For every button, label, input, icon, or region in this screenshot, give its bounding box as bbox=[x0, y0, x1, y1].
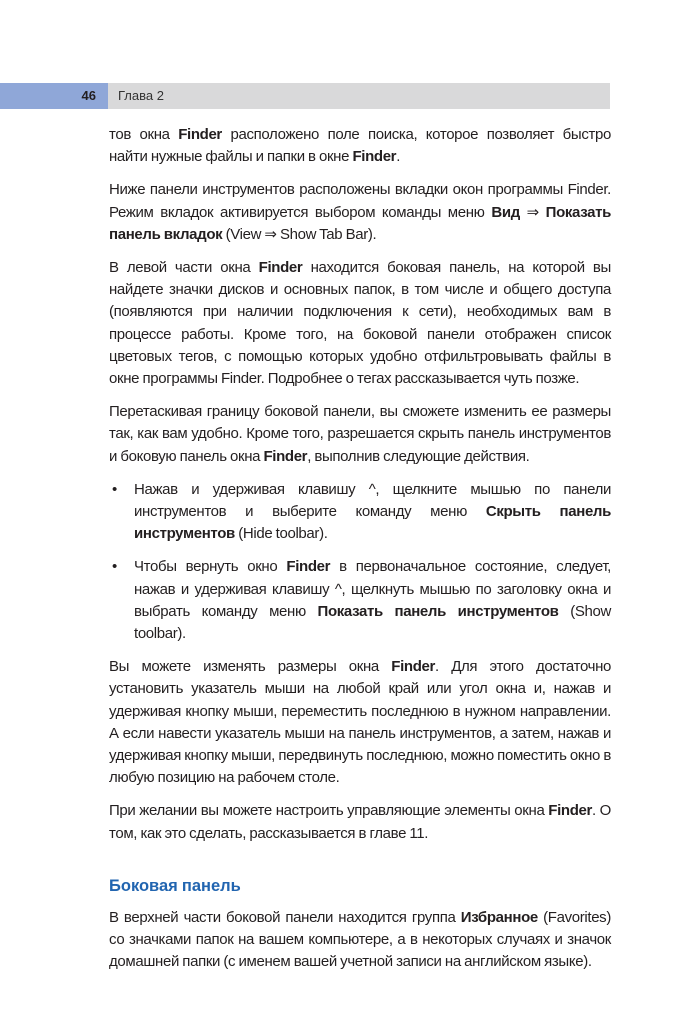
text-run: (View ⇒ Show Tab Bar). bbox=[222, 225, 377, 243]
paragraph bbox=[109, 907, 611, 974]
page-number: 46 bbox=[0, 83, 108, 109]
text-run: Вы можете изменять размеры окна bbox=[109, 658, 392, 676]
bold-term: Finder bbox=[352, 148, 397, 166]
bold-term: Finder bbox=[391, 658, 436, 676]
text-run: . Для этого достаточно установить указатель мыши на любой край или угол окна и, нажав и удерживая кнопку мыши, переместить последнюю в нужном направлении. А если навести указатель мыши на панель инструментов, а затем, нажав и удерживая кнопку мыши, передвинуть последнюю, можно поместить окно в любую позицию на рабочем столе. bbox=[109, 658, 611, 787]
text-run: Перетаскивая границу боковой панели, вы сможете изменить ее размеры так, как вам удобно. Кроме того, разрешается скрыть панель инструментов и боковую панель окна bbox=[109, 403, 611, 465]
text-run: расположено поле поиска, которое позволяет быстро найти нужные файлы и папки в окне bbox=[109, 126, 612, 166]
bold-term: Скрыть панель инструментов bbox=[134, 503, 611, 543]
bold-term: Избранное bbox=[460, 908, 538, 926]
text-run: В верхней части боковой панели находится группа bbox=[109, 908, 461, 926]
bold-term: Показать панель вкладок bbox=[109, 203, 611, 243]
paragraph bbox=[109, 800, 611, 844]
text-run: ⇒ bbox=[519, 203, 546, 221]
text-run: . bbox=[396, 148, 401, 166]
paragraph bbox=[109, 401, 611, 468]
text-run: В левой части окна bbox=[109, 259, 259, 277]
chapter-title: Глава 2 bbox=[118, 88, 164, 103]
text-run: (Show toolbar). bbox=[134, 602, 611, 643]
text-run: (Hide toolbar). bbox=[234, 525, 328, 543]
bold-term: Finder bbox=[286, 558, 331, 576]
text-run: находится боковая панель, на которой вы найдете значки дисков и основных папок, в том числе и общего доступа (появляются при наличии подключения к сети), необходимых вам в процессе работы. Кроме того, на боковой панели отображен список цветовых тегов, с помощью которых удобно отфильтровывать файлы в окне программы Finder. Подробнее о тегах рассказывается чуть позже. bbox=[109, 259, 611, 388]
text-run: Боковая панель bbox=[109, 876, 241, 895]
bold-term: Finder bbox=[263, 447, 308, 465]
text-run: Чтобы вернуть окно bbox=[134, 558, 287, 576]
text-run: , выполнив следующие действия. bbox=[307, 447, 530, 465]
bold-term: Вид bbox=[491, 203, 520, 221]
section-heading bbox=[109, 875, 611, 897]
text-run: . О том, как это сделать, рассказывается в главе 11. bbox=[109, 802, 612, 842]
text-run: тов окна bbox=[109, 126, 179, 143]
paragraph bbox=[109, 124, 611, 168]
text-run: (Favorites) со значками папок на вашем компьютере, а в некоторых случаях и значок домашней папки (с именем вашей учетной записи на английском языке). bbox=[109, 908, 611, 971]
text-run: в первоначальное состояние, следует, нажав и удерживая клавишу ^, щелкнуть мышью по заголовку окна и выбрать команду меню bbox=[134, 558, 611, 620]
running-header bbox=[0, 83, 610, 109]
paragraph bbox=[109, 656, 611, 789]
text-run: При желании вы можете настроить управляющие элементы окна bbox=[109, 802, 549, 820]
text-run: Нажав и удерживая клавишу ^, щелкните мышью по панели инструментов и выберите команду меню bbox=[134, 480, 611, 521]
bullet-list bbox=[109, 479, 611, 645]
body-text bbox=[109, 124, 611, 985]
list-item bbox=[109, 556, 611, 645]
bold-term: Показать панель инструментов bbox=[317, 602, 559, 620]
list-item bbox=[109, 479, 611, 546]
bold-term: Finder bbox=[548, 802, 593, 820]
text-run: Ниже панели инструментов расположены вкладки окон программы Finder. Режим вкладок активируется выбором команды меню bbox=[109, 181, 611, 221]
bold-term: Finder bbox=[258, 259, 303, 277]
paragraph bbox=[109, 257, 611, 390]
bold-term: Finder bbox=[178, 126, 222, 143]
paragraph bbox=[109, 179, 611, 246]
